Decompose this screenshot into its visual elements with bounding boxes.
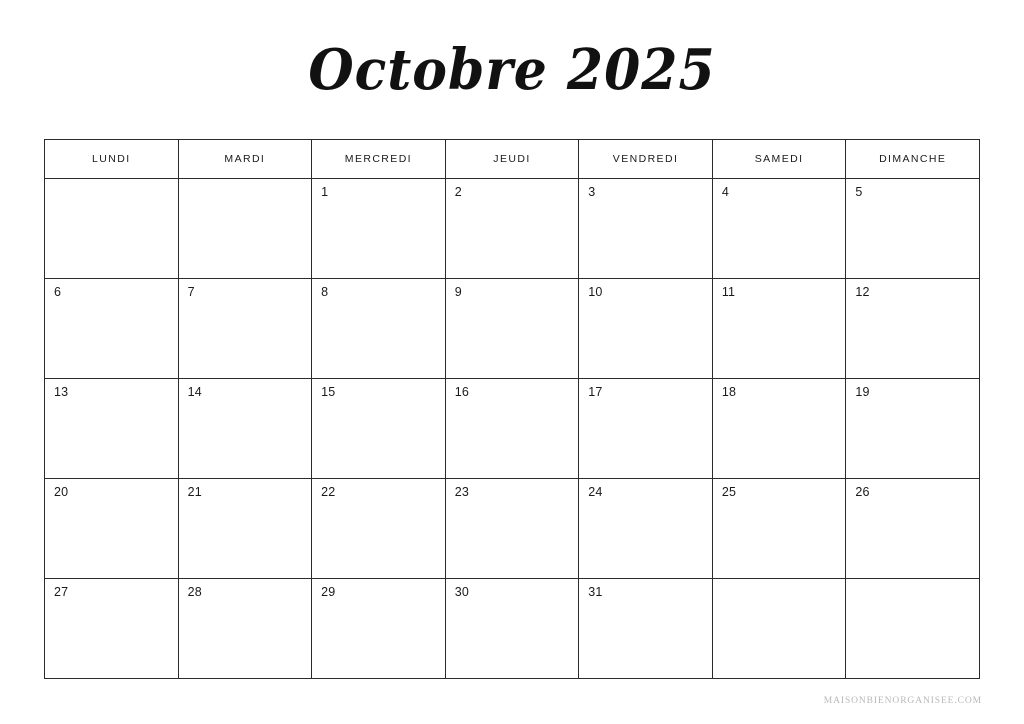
day-cell[interactable] <box>312 279 446 379</box>
day-cell[interactable] <box>45 579 179 679</box>
day-cell[interactable] <box>445 379 579 479</box>
day-number: 11 <box>721 285 736 299</box>
day-cell[interactable] <box>579 479 713 579</box>
day-number: 9 <box>454 285 462 299</box>
day-cell[interactable] <box>312 579 446 679</box>
day-cell[interactable] <box>178 279 312 379</box>
day-cell[interactable] <box>312 179 446 279</box>
day-cell[interactable] <box>45 279 179 379</box>
day-cell[interactable] <box>579 379 713 479</box>
day-number: 20 <box>54 485 69 499</box>
day-number: 24 <box>588 485 603 499</box>
calendar-week-row <box>45 279 980 379</box>
calendar-week-row <box>45 379 980 479</box>
day-number: 7 <box>187 285 195 299</box>
weekday-header-lundi: LUNDI <box>45 140 179 179</box>
day-cell[interactable] <box>178 179 312 279</box>
weekday-header-row <box>45 140 980 179</box>
day-cell[interactable] <box>312 479 446 579</box>
day-cell[interactable] <box>45 479 179 579</box>
day-number: 10 <box>588 285 603 299</box>
day-number: 22 <box>321 485 336 499</box>
day-number: 31 <box>588 585 603 599</box>
day-cell[interactable] <box>846 579 980 679</box>
day-number: 6 <box>54 285 62 299</box>
calendar-week-row <box>45 579 980 679</box>
day-number: 2 <box>454 185 462 199</box>
weekday-header-vendredi: VENDREDI <box>579 140 713 179</box>
day-number <box>846 579 979 586</box>
day-number: 14 <box>187 385 202 399</box>
day-cell[interactable] <box>712 379 846 479</box>
day-cell[interactable] <box>178 579 312 679</box>
day-number: 5 <box>855 185 863 199</box>
day-number: 17 <box>588 385 603 399</box>
day-cell[interactable] <box>45 179 179 279</box>
day-number: 25 <box>721 485 737 499</box>
day-number: 26 <box>855 485 870 499</box>
page-title: Octobre 2025 <box>308 37 716 104</box>
day-number: 3 <box>588 185 596 199</box>
day-number: 16 <box>454 385 469 399</box>
day-cell[interactable] <box>45 379 179 479</box>
day-cell[interactable] <box>178 479 312 579</box>
day-cell[interactable] <box>846 479 980 579</box>
day-cell[interactable] <box>445 179 579 279</box>
day-cell[interactable] <box>846 279 980 379</box>
weekday-header-jeudi: JEUDI <box>445 140 579 179</box>
day-number <box>45 179 178 186</box>
day-cell[interactable] <box>445 579 579 679</box>
weekday-header-mardi: MARDI <box>178 140 312 179</box>
day-number: 8 <box>321 285 329 299</box>
day-number: 18 <box>721 385 737 399</box>
day-cell[interactable] <box>846 179 980 279</box>
day-number: 27 <box>54 585 69 599</box>
calendar-week-row <box>45 479 980 579</box>
day-number: 19 <box>855 385 870 399</box>
day-cell[interactable] <box>712 579 846 679</box>
day-number <box>713 579 846 586</box>
weekday-header-mercredi: MERCREDI <box>312 140 446 179</box>
day-number: 12 <box>855 285 870 299</box>
day-cell[interactable] <box>846 379 980 479</box>
day-number <box>179 179 312 186</box>
day-cell[interactable] <box>445 479 579 579</box>
day-number: 4 <box>721 185 729 199</box>
day-number: 15 <box>321 385 336 399</box>
day-cell[interactable] <box>712 479 846 579</box>
day-cell[interactable] <box>445 279 579 379</box>
day-cell[interactable] <box>178 379 312 479</box>
day-cell[interactable] <box>579 279 713 379</box>
day-number: 21 <box>187 485 202 499</box>
day-number: 28 <box>187 585 202 599</box>
day-cell[interactable] <box>312 379 446 479</box>
day-cell[interactable] <box>579 179 713 279</box>
day-number: 30 <box>454 585 469 599</box>
month-calendar <box>44 139 980 679</box>
weekday-header-samedi: SAMEDI <box>712 140 846 179</box>
day-cell[interactable] <box>712 279 846 379</box>
calendar-week-row <box>45 179 980 279</box>
site-watermark: MAISONBIENORGANISEE.COM <box>823 696 982 706</box>
day-number: 29 <box>321 585 336 599</box>
day-number: 1 <box>321 185 329 199</box>
weekday-header-dimanche: DIMANCHE <box>846 140 980 179</box>
day-cell[interactable] <box>579 579 713 679</box>
day-number: 13 <box>54 385 69 399</box>
day-cell[interactable] <box>712 179 846 279</box>
day-number: 23 <box>454 485 469 499</box>
